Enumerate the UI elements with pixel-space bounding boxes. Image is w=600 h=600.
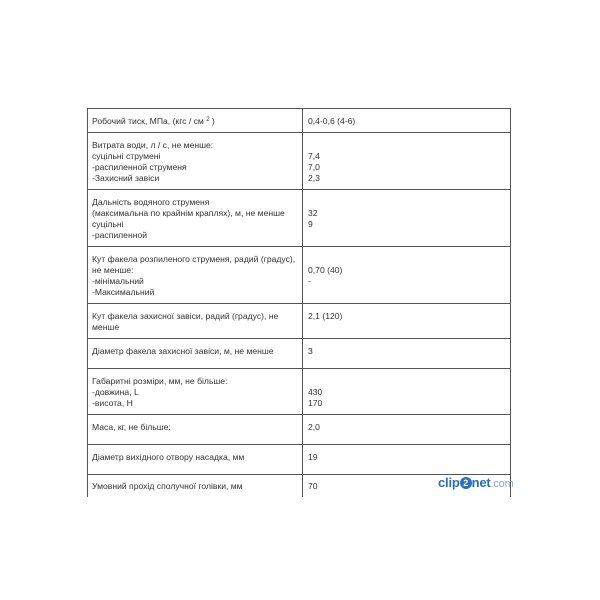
param-text: -Захисний завіси <box>92 173 160 183</box>
value-text: 2,1 (120) <box>308 311 343 321</box>
watermark-badge: 2 <box>460 477 472 489</box>
param-text: Умовний прохід сполучної голівки, мм <box>92 481 243 491</box>
table-row <box>88 247 511 304</box>
value-cell <box>303 369 511 415</box>
value-cell <box>303 247 511 304</box>
param-text: Габаритні розміри, мм, не більше: <box>92 376 228 386</box>
param-text: -мінімальний <box>92 276 144 286</box>
param-text: -висота, H <box>92 398 133 408</box>
param-cell <box>88 415 303 445</box>
param-text: Робочий тиск, МПа, (кгс / см $^2$ ) <box>92 116 215 126</box>
value-text: 9 <box>308 219 313 229</box>
table-row <box>88 445 511 475</box>
param-cell <box>88 109 303 133</box>
value-text: - <box>308 276 311 286</box>
value-text: 32 <box>308 208 318 218</box>
table-row <box>88 109 511 133</box>
watermark-part-b: net <box>471 475 491 490</box>
table-row <box>88 339 511 369</box>
param-text: -распиленной <box>92 230 148 240</box>
value-text: 430 <box>308 387 323 397</box>
value-text: 3 <box>308 346 313 356</box>
value-cell <box>303 304 511 339</box>
param-text: Діаметр факела захисної завіси, м, не менше <box>92 346 274 356</box>
param-cell <box>88 190 303 247</box>
value-text <box>308 197 506 208</box>
param-text: суцільні струмені <box>92 151 161 161</box>
param-text: менше <box>92 322 120 332</box>
value-cell <box>303 339 511 369</box>
table-row <box>88 415 511 445</box>
value-text: 19 <box>308 452 318 462</box>
param-text: -довжина, L <box>92 387 139 397</box>
param-text: Діаметр вихідного отвору насадка, мм <box>92 452 245 462</box>
value-text: 0,70 (40) <box>308 265 343 275</box>
param-cell <box>88 445 303 475</box>
param-cell <box>88 369 303 415</box>
param-cell <box>88 475 303 498</box>
param-text: суцільні <box>92 219 124 229</box>
spec-table <box>87 108 511 497</box>
value-text: 7,0 <box>308 162 320 172</box>
value-cell <box>303 133 511 190</box>
table-row <box>88 369 511 415</box>
param-text: -Максимальний <box>92 287 155 297</box>
value-cell <box>303 445 511 475</box>
table-row <box>88 190 511 247</box>
param-text: -распиленной струменя <box>92 162 187 172</box>
param-text: Витрата води, л / с, не менше: <box>92 140 214 150</box>
value-cell <box>303 109 511 133</box>
value-cell <box>303 190 511 247</box>
value-text <box>308 254 506 265</box>
param-text: Кут факела розпиленого струменя, радий (градус), <box>92 254 296 264</box>
value-cell <box>303 415 511 445</box>
param-text: Кут факела захисної завіси, радий (градус), не <box>92 311 279 321</box>
param-text: не менше: <box>92 265 134 275</box>
param-text: Маса, кг, не більше: <box>92 422 171 432</box>
watermark-part-a: clip <box>438 475 460 490</box>
clip2net-watermark <box>438 475 514 490</box>
param-cell <box>88 339 303 369</box>
value-text: 7,4 <box>308 151 320 161</box>
value-text: 0,4-0,6 (4-6) <box>308 116 356 126</box>
table-row <box>88 133 511 190</box>
param-cell <box>88 247 303 304</box>
param-cell <box>88 304 303 339</box>
watermark-part-c: .com <box>490 478 514 490</box>
param-text: Дальність водяного струменя <box>92 197 210 207</box>
value-text <box>308 140 506 151</box>
value-text: 2,0 <box>308 422 320 432</box>
table-row <box>88 304 511 339</box>
value-text: 70 <box>308 481 318 491</box>
value-text <box>308 376 506 387</box>
param-text: (максимальна по крайнім краплях), м, не менше <box>92 208 285 218</box>
param-cell <box>88 133 303 190</box>
value-text: 170 <box>308 398 323 408</box>
value-text: 2,3 <box>308 173 320 183</box>
